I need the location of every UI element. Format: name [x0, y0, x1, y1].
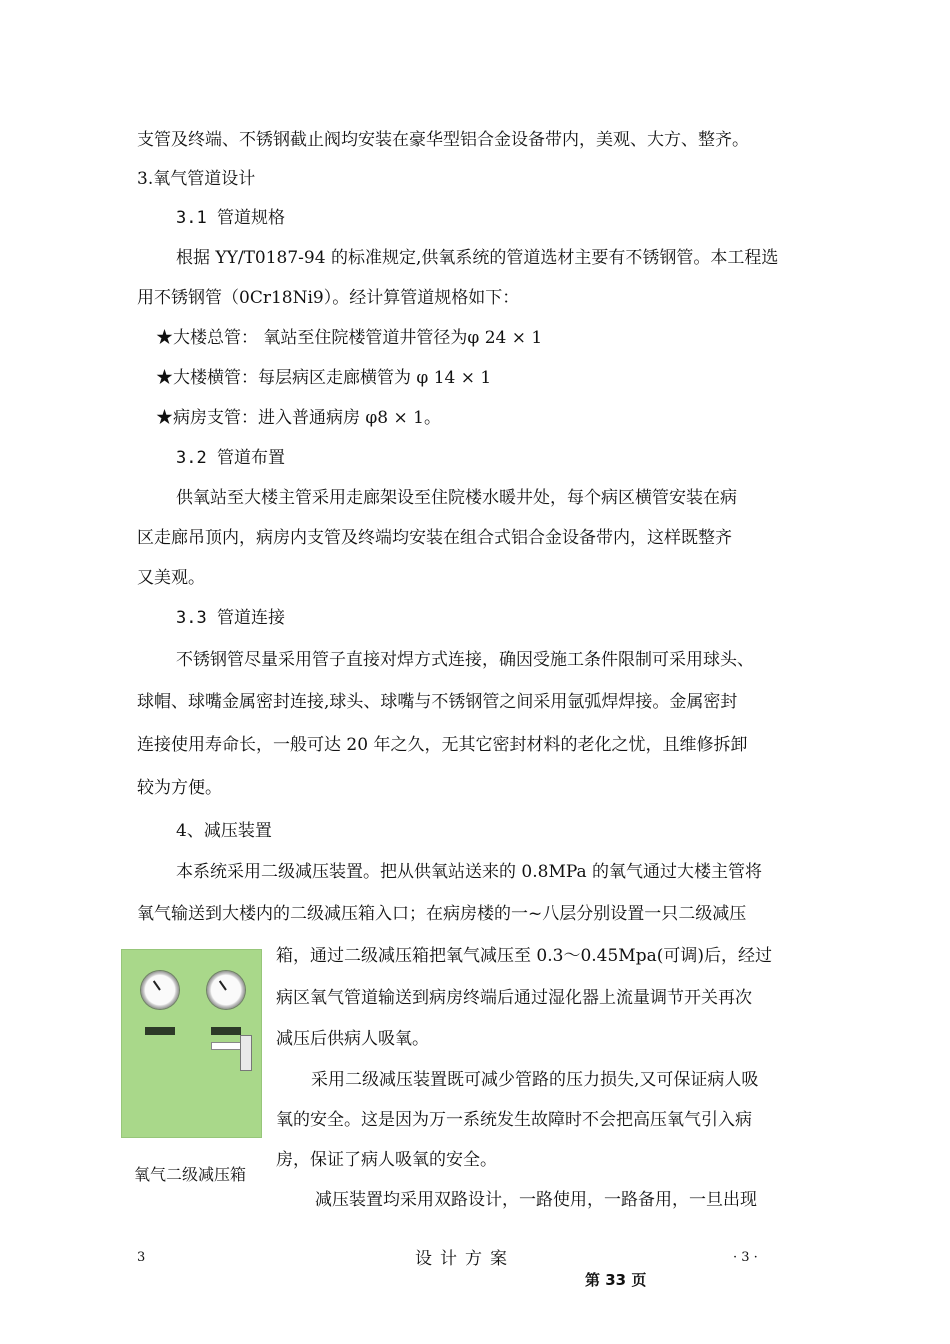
text-line: 支管及终端、不锈钢截止阀均安装在豪华型铝合金设备带内，美观、大方、整齐。 [137, 130, 749, 150]
label-plate [211, 1042, 243, 1050]
text-line: 采用二级减压装置既可减少管路的压力损失,又可保证病人吸 [311, 1070, 759, 1090]
section-heading: 4、减压装置 [176, 821, 272, 841]
text-line: 连接使用寿命长，一般可达 20 年之久，无其它密封材料的老化之忧，且维修拆卸 [137, 735, 748, 755]
page-number: 第 33 页 [585, 1271, 647, 1289]
text-line: 又美观。 [137, 568, 205, 588]
text-line: 房，保证了病人吸氧的安全。 [276, 1150, 497, 1170]
section-heading: 3.氧气管道设计 [137, 169, 256, 189]
pressure-gauge-icon [207, 971, 245, 1009]
text-line: 减压装置均采用双路设计，一路使用，一路备用，一旦出现 [315, 1190, 757, 1210]
figure-caption: 氧气二级减压箱 [134, 1165, 247, 1184]
text-line: 根据 YY/T0187-94 的标准规定,供氧系统的管道选材主要有不锈钢管。本工程选 [176, 248, 779, 268]
subsection-heading: 3.1 管道规格 [176, 208, 285, 228]
text-line: 供氧站至大楼主管采用走廊架设至住院楼水暖井处，每个病区横管安装在病 [176, 488, 737, 508]
text-line: 病区氧气管道输送到病房终端后通过湿化器上流量调节开关再次 [276, 988, 752, 1008]
text-line: 减压后供病人吸氧。 [276, 1029, 429, 1049]
label-plate [211, 1027, 241, 1035]
text-line: 本系统采用二级减压装置。把从供氧站送来的 0.8MPa 的氧气通过大楼主管将 [176, 862, 763, 882]
footer-title: 设计方案 [415, 1249, 515, 1269]
pressure-reducer-box-photo [121, 949, 262, 1138]
text-line: 氧气输送到大楼内的二级减压箱入口；在病房楼的一~八层分别设置一只二级减压 [137, 904, 747, 924]
pressure-gauge-icon [141, 971, 179, 1009]
text-line: 氧的安全。这是因为万一系统发生故障时不会把高压氧气引入病 [276, 1110, 752, 1130]
text-line: 箱，通过二级减压箱把氧气减压至 0.3～0.45Mpa(可调)后，经过 [276, 946, 772, 966]
spec-item: ★病房支管：进入普通病房 φ8 × 1。 [156, 408, 441, 428]
text-line: 区走廊吊顶内，病房内支管及终端均安装在组合式铝合金设备带内，这样既整齐 [137, 528, 732, 548]
footer-left-number: 3 [137, 1250, 146, 1265]
text-line: 用不锈钢管（0Cr18Ni9）。经计算管道规格如下： [137, 288, 520, 308]
subsection-heading: 3.2 管道布置 [176, 448, 285, 468]
text-line: 不锈钢管尽量采用管子直接对焊方式连接，确因受施工条件限制可采用球头、 [176, 650, 754, 670]
spec-item: ★大楼横管：每层病区走廊横管为 φ 14 × 1 [156, 368, 492, 388]
text-line: 较为方便。 [137, 778, 222, 798]
footer-page-marker: · 3 · [733, 1250, 758, 1265]
door-handle-icon [240, 1035, 252, 1071]
text-line: 球帽、球嘴金属密封连接,球头、球嘴与不锈钢管之间采用氩弧焊焊接。金属密封 [137, 692, 738, 712]
label-plate [145, 1027, 175, 1035]
spec-item: ★大楼总管： 氧站至住院楼管道井管径为φ 24 × 1 [156, 328, 543, 348]
subsection-heading: 3.3 管道连接 [176, 608, 285, 628]
